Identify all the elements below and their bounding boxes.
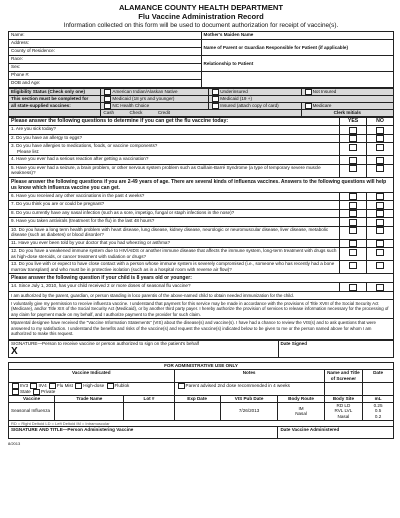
vaccine-checkbox[interactable] [49,383,56,389]
yes-checkbox[interactable] [349,284,357,291]
question-text: 5. Have you ever had a seizure, a brain problem, or other nervous system problem such as Guillain-Barré Syndrome (a type of temporary severe muscle weakness)? [9,164,340,177]
date-signed-field[interactable]: Date Signed [278,341,394,358]
no-checkbox[interactable] [376,262,384,269]
vaccine-option-label: IIV3 [20,383,29,388]
yes-checkbox[interactable] [349,165,357,172]
address-field[interactable]: Address: [9,40,202,48]
col-lot: Lot # [124,395,174,402]
question-text: 9. Have you taken antivirals (treatment for the flu) in the last 48 hours? [9,218,340,227]
credit-label: Credit [157,110,171,116]
route-nasal[interactable]: Nasal [295,411,307,417]
no-checkbox[interactable] [376,193,384,200]
check-label: Check [129,110,143,116]
please-list-field[interactable]: Please list: [17,148,40,154]
section-3-instruction: Please answer the following question if your child is 8 years old or younger: [9,274,394,283]
notes-text: Parent advised 2nd dose recommended in 4 weeks [185,383,290,388]
eligibility-table [8,88,394,117]
date-administered-field[interactable]: Date Vaccine Administered [278,427,394,439]
eligibility-note: all state-supplied vaccines: [9,103,101,110]
yes-checkbox[interactable] [349,227,357,234]
route-im[interactable]: IM [298,405,304,411]
form-page [8,0,394,518]
question-text: 12. Do you have a weakened immune system due to HIV/AIDS or another immune disease that affects the immune system, long-term treatment with drugs such as high-dose steroids, or cancer treatment with radiation or drugs? [9,248,340,261]
vaccine-indicated-header: Vaccine Indicated [9,370,175,383]
route-legend: RD = Right Deltoid LD = Left Deltoid IM = Intramuscular [9,421,394,427]
col-ml: mL [363,395,394,402]
option-label: Medicaid (18 yrs and younger) [112,96,175,102]
option-label: Medicare [312,103,332,109]
yes-checkbox[interactable] [349,193,357,200]
cash-label: Cash [103,110,115,116]
yes-checkbox[interactable] [349,249,357,256]
admin-section-title: FOR ADMINISTRATIVE USE ONLY [9,363,394,370]
eligibility-checkbox[interactable] [212,89,219,95]
no-checkbox[interactable] [376,127,384,134]
question-text: 1. Are you sick today? [9,126,340,135]
col-body-route: Body Route [278,395,324,402]
ml-option[interactable]: 0.5 [374,408,382,414]
col-vaccine: Vaccine [9,395,55,402]
eligibility-checkbox[interactable] [212,96,219,102]
eligibility-checkbox[interactable] [104,103,111,109]
trade-name-field[interactable] [55,402,124,420]
no-checkbox[interactable] [376,157,384,164]
col-body-site: Body Site [324,395,363,402]
question-text: 2. Do you have an allergy to eggs? [9,134,340,143]
vaccine-option-label: Flu Mist [56,383,73,388]
county-field[interactable]: County of Residence: [9,48,202,56]
phone-field[interactable]: Phone #: [9,72,202,80]
notes-checkbox[interactable] [178,383,185,389]
yes-checkbox[interactable] [349,127,357,134]
sex-field[interactable]: Sex: [9,64,202,72]
no-checkbox[interactable] [376,210,384,217]
clerk-initials: Clerk Initials [301,110,393,117]
ml-option[interactable]: 0.25 [373,402,383,408]
exp-date-field[interactable] [174,402,220,420]
screening-date-field[interactable] [363,382,394,395]
option-label: American Indian/Alaskan Native [112,89,178,95]
yes-checkbox[interactable] [349,202,357,209]
question-text: 14. Since July 1, 2010, has your child received 2 or more doses of seasonal flu vaccine? [9,283,340,292]
consent-paragraph-2: I voluntarily give my permission to receive influenza vaccine. I understand that payment for this service may be made in accordance with the provisions of Title XVIII of the Social Security Act (Medicare), and/or Title XIX of the Social Security Act (Medicaid), or by another third party payer. I hereby authorize the provision of services to release information necessary for the processing of any claim for payment made on my behalf, and I authorize payment to the provider for such claim. [8,300,394,319]
eligibility-checkbox[interactable] [305,89,312,95]
yes-checkbox[interactable] [349,262,357,269]
no-checkbox[interactable] [376,284,384,291]
col-trade-name: Trade Name [55,395,124,402]
consent-paragraph-3: Mparental designee have received the "Vaccine Information Statements" (VIS) about the disease(s) and vaccine(s). I have had a chance to review the VIS(s) and to ask questions that were answered to my satisfaction. I understand the benefits and risks of the vaccine(s) and request the vaccine(s) indicated below to be given to me or the person named above for whom I am authorized to make this request. [8,319,394,340]
no-checkbox[interactable] [376,249,384,256]
no-checkbox[interactable] [376,165,384,172]
question-text: 3. Do you have allergies to medications, foods, or vaccine components? [11,143,158,149]
yes-checkbox[interactable] [349,219,357,226]
question-text: 13. Do you live with or expect to have close contact with a person whose immune system is severely compromised (i.e., someone who has recently had a bone marrow transplant) and who must be in protective isolation (such as in a hospital room with reverse air flow)? [9,261,340,274]
signature-table [8,340,394,358]
question-text: 8. Do you currently have any nasal infection (such as a sore, impetigo, fungal or staph infections in the nose)? [9,209,340,218]
site-option[interactable]: RD LD [336,402,351,408]
question-text: 7. Do you think you are or could be pregnant? [9,201,340,210]
form-code: 8/2013 [8,441,21,446]
yes-checkbox[interactable] [349,157,357,164]
vaccine-option-label: Flublok [114,383,130,388]
no-checkbox[interactable] [376,202,384,209]
intro-text: Information collected on this form will be used to document authorization for receipt of vaccine(s). [63,22,339,29]
eligibility-title: Eligibility Status (Check only one) [9,89,101,96]
option-label: Insured (attach copy of card) [220,103,279,109]
col-exp-date: Exp Date [174,395,220,402]
yes-checkbox[interactable] [349,240,357,247]
yes-checkbox[interactable] [349,144,357,151]
admin-table [8,362,394,439]
signature-x-mark: X [11,346,18,358]
dob-field[interactable]: DOB and Age: [9,80,202,88]
relationship-field[interactable]: Relationship to Patient [201,56,394,72]
vaccine-checkbox[interactable] [75,383,82,389]
screening-table [8,117,394,292]
question-text: 11. Have you ever been told by your doctor that you had wheezing or asthma? [9,239,340,248]
blank-cell [201,72,394,88]
option-label: Not Insured [312,89,337,95]
notes-header: Notes [174,370,324,383]
lot-field[interactable] [124,402,174,420]
screener-header: Name and Title of Screener [324,370,363,383]
question-text: 4. Have you ever had a serious reaction after getting a vaccination? [9,156,340,165]
no-checkbox[interactable] [376,219,384,226]
form-title: Flu Vaccine Administration Record [138,12,264,21]
vaccine-name: Seasonal Influenza [9,402,55,420]
option-label: Medicaid (19 +) [220,96,252,102]
no-checkbox[interactable] [376,240,384,247]
no-checkbox[interactable] [376,227,384,234]
eligibility-note: This section must be completed for [9,96,101,103]
eligibility-checkbox[interactable] [104,89,111,95]
patient-info-table [8,31,394,88]
option-label: Underinsured [220,89,248,95]
section-2-instruction: Please answer the following questions if you are 2-49 years of age. There are several kinds of influenza vaccines. Answers to the following questions will help us know which influenza vaccine you can get. [9,177,394,192]
no-header: NO [367,118,394,126]
no-checkbox[interactable] [376,135,384,142]
vis-date-value: 7/26/2013 [220,402,278,420]
date-header: Date [363,370,394,383]
signature-label: SIGNATURE—Person to receive vaccine or person authorized to sign on the patient's behalf [11,341,199,347]
patient-signature-field[interactable] [9,341,279,358]
eligibility-checkbox[interactable] [305,103,312,109]
screening-instruction: Please answer the following questions to determine if you can get the flu vaccine today: [9,118,340,126]
question-text: 10. Do you have a long term health problem with heart disease, lung disease, kidney disease, neurologic or neuromuscular disease, liver disease, metabolic disease (such as diabetes) or blood disorder? [9,226,340,239]
eligibility-checkbox[interactable] [212,103,219,109]
vaccine-option-label: Private [41,389,56,395]
option-label: NC Health Choice [112,103,150,109]
consent-paragraph-1: I am authorized by the parent, guardian, or person standing in loco parentis of the above-named child to obtain needed immunization for the child. [8,292,394,300]
organization-name: ALAMANCE COUNTY HEALTH DEPARTMENT [118,3,284,12]
vaccine-option-label: IIV4 [38,383,47,388]
eligibility-checkbox[interactable] [104,96,111,102]
site-option[interactable]: Nasal [337,414,350,420]
site-option[interactable]: RVL LVL [334,408,353,414]
name-field[interactable]: Name: [9,32,202,40]
vaccine-option-label: State [20,389,31,395]
administrator-signature-field[interactable]: SIGNATURE AND TITLE—Person Administering Vaccine [9,427,278,439]
guardian-field[interactable]: Name of Parent or Guardian Responsible for Patient (if applicable) [201,40,394,56]
race-field[interactable]: Race: [9,56,202,64]
col-vis-date: VIS Pub Date [220,395,278,402]
question-text: 6. Have you received any other vaccinations in the past 4 weeks? [9,192,340,201]
vaccine-checkbox[interactable] [33,389,40,395]
yes-header: YES [340,118,367,126]
vaccine-checkbox[interactable] [107,383,114,389]
no-checkbox[interactable] [376,144,384,151]
ml-option[interactable]: 0.2 [374,414,382,420]
mother-maiden-field[interactable]: Mother's Maiden Name [201,32,394,40]
vaccine-checkbox[interactable] [12,389,19,395]
screener-field[interactable] [324,382,363,395]
vaccine-option-label: High-dose [83,383,105,388]
yes-checkbox[interactable] [349,210,357,217]
yes-checkbox[interactable] [349,135,357,142]
